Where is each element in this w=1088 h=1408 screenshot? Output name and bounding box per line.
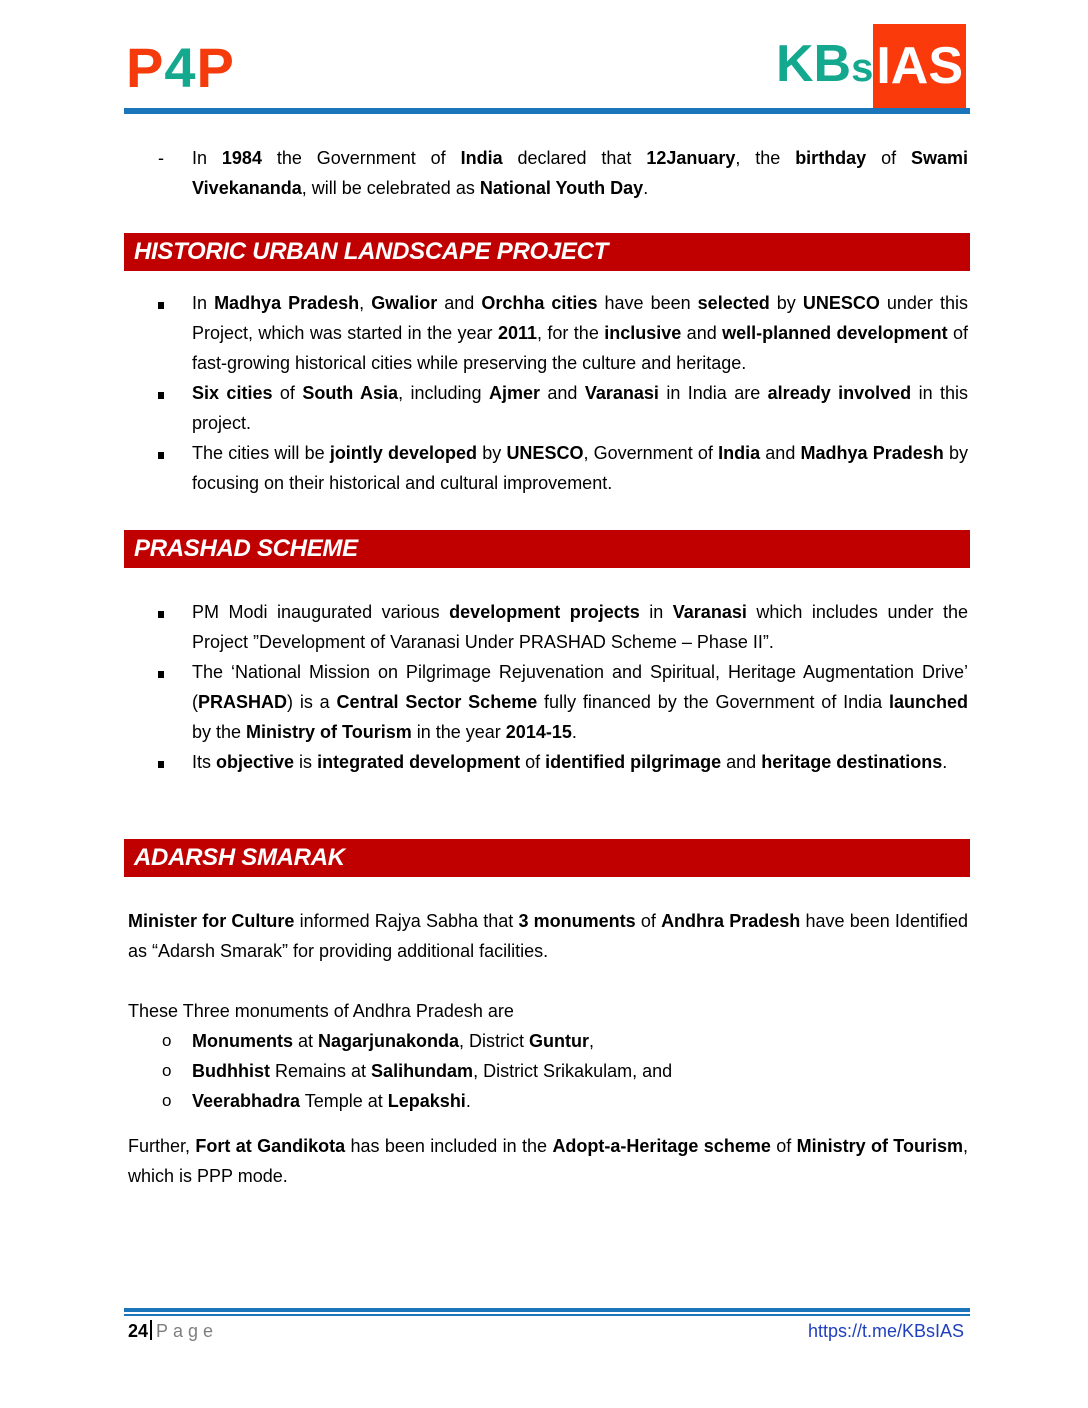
- list-item: [128, 597, 968, 657]
- square-bullet-icon: [158, 657, 178, 687]
- list-item-text: Veerabhadra Temple at Lepakshi.: [192, 1091, 471, 1111]
- list-item-text: The cities will be jointly developed by UNESCO, Government of India and Madhya Pradesh by focusing on their historical and cultural improvement.: [192, 443, 968, 493]
- circle-bullet-icon: o: [162, 1091, 172, 1110]
- footer-divider-thick: [124, 1308, 970, 1312]
- list-item: [128, 378, 968, 438]
- telegram-link[interactable]: https://t.me/KBsIAS: [807, 1321, 964, 1341]
- intro-text: In 1984 the Government of India declared that 12January, the birthday of Swami Vivekananda, will be celebrated as National Youth Day.: [192, 148, 969, 198]
- footer-divider-thin: [124, 1314, 970, 1316]
- intro-block: [128, 143, 968, 203]
- monuments-list-intro: These Three monuments of Andhra Pradesh are: [128, 1001, 514, 1021]
- header-divider: [124, 108, 970, 114]
- list-item-text: Its objective is integrated development of identified pilgrimage and heritage destinations.: [192, 752, 948, 772]
- logo-kb: KB: [775, 35, 852, 93]
- section-heading-historic-urban-landscape: HISTORIC URBAN LANDSCAPE PROJECT: [124, 233, 970, 271]
- list-item-text: Six cities of South Asia, including Ajmer and Varanasi in India are already involved in this project.: [192, 383, 969, 433]
- logo-letter-p: P: [126, 36, 165, 99]
- logo-ias: IAS: [873, 24, 966, 108]
- list-item-text: Monuments at Nagarjunakonda, District Guntur,: [192, 1031, 595, 1051]
- list-item: [128, 1026, 968, 1056]
- list-item-text: In Madhya Pradesh, Gwalior and Orchha cities have been selected by UNESCO under this Project, which was started in the year 2011, for the inclusive and well-planned development of fast-growing historical cities while preserving the culture and heritage.: [192, 293, 968, 373]
- page-separator: [150, 1320, 152, 1340]
- list-item-text: PM Modi inaugurated various development projects in Varanasi which includes under the Project ”Development of Varanasi Under PRASHAD Scheme – Phase II”.: [192, 602, 969, 652]
- list-item: [128, 438, 968, 498]
- logo-digit-4: 4: [164, 36, 197, 99]
- page-number: [128, 1319, 218, 1343]
- list-item: [128, 1056, 968, 1086]
- list-item-text: Budhhist Remains at Salihundam, District Srikakulam, and: [192, 1061, 673, 1081]
- circle-bullet-icon: o: [162, 1061, 172, 1080]
- page-number-value: 24: [128, 1321, 149, 1341]
- list-item-text: The ‘National Mission on Pilgrimage Rejuvenation and Spiritual, Heritage Augmentation Drive’ (PRASHAD) is a Central Sector Scheme fully financed by the Government of India launched by the Ministry of Tourism in the year 2014-15.: [192, 662, 969, 742]
- section-adarsh-smarak-body: [128, 906, 968, 1191]
- list-item: [128, 747, 968, 777]
- square-bullet-icon: [158, 597, 178, 627]
- list-item: [128, 657, 968, 747]
- intro-item: [128, 143, 968, 203]
- logo-kbs: [775, 35, 874, 108]
- section-heading-prashad-scheme: PRASHAD SCHEME: [124, 530, 970, 568]
- list-item: [128, 1086, 968, 1116]
- dash-marker: -: [158, 148, 164, 168]
- square-bullet-icon: [158, 747, 178, 777]
- square-bullet-icon: [158, 288, 178, 318]
- circle-bullet-icon: o: [162, 1031, 172, 1050]
- p4p-logo: [126, 36, 235, 99]
- section-historic-urban-landscape-body: [128, 288, 968, 498]
- section-heading-adarsh-smarak: ADARSH SMARAK: [124, 839, 970, 877]
- logo-letter-p: P: [196, 36, 235, 99]
- section-prashad-scheme-body: [128, 597, 968, 777]
- square-bullet-icon: [158, 438, 178, 468]
- adarsh-smarak-paragraph: Minister for Culture informed Rajya Sabha that 3 monuments of Andhra Pradesh have been Identified as “Adarsh Smarak” for providing additional facilities.: [128, 911, 968, 961]
- kbsias-logo: [776, 24, 966, 108]
- list-item: [128, 288, 968, 378]
- gandikota-paragraph: Further, Fort at Gandikota has been included in the Adopt-a-Heritage scheme of Ministry of Tourism, which is PPP mode.: [128, 1136, 968, 1186]
- logo-s: s: [851, 46, 874, 90]
- square-bullet-icon: [158, 378, 178, 408]
- page-label: Page: [156, 1321, 219, 1341]
